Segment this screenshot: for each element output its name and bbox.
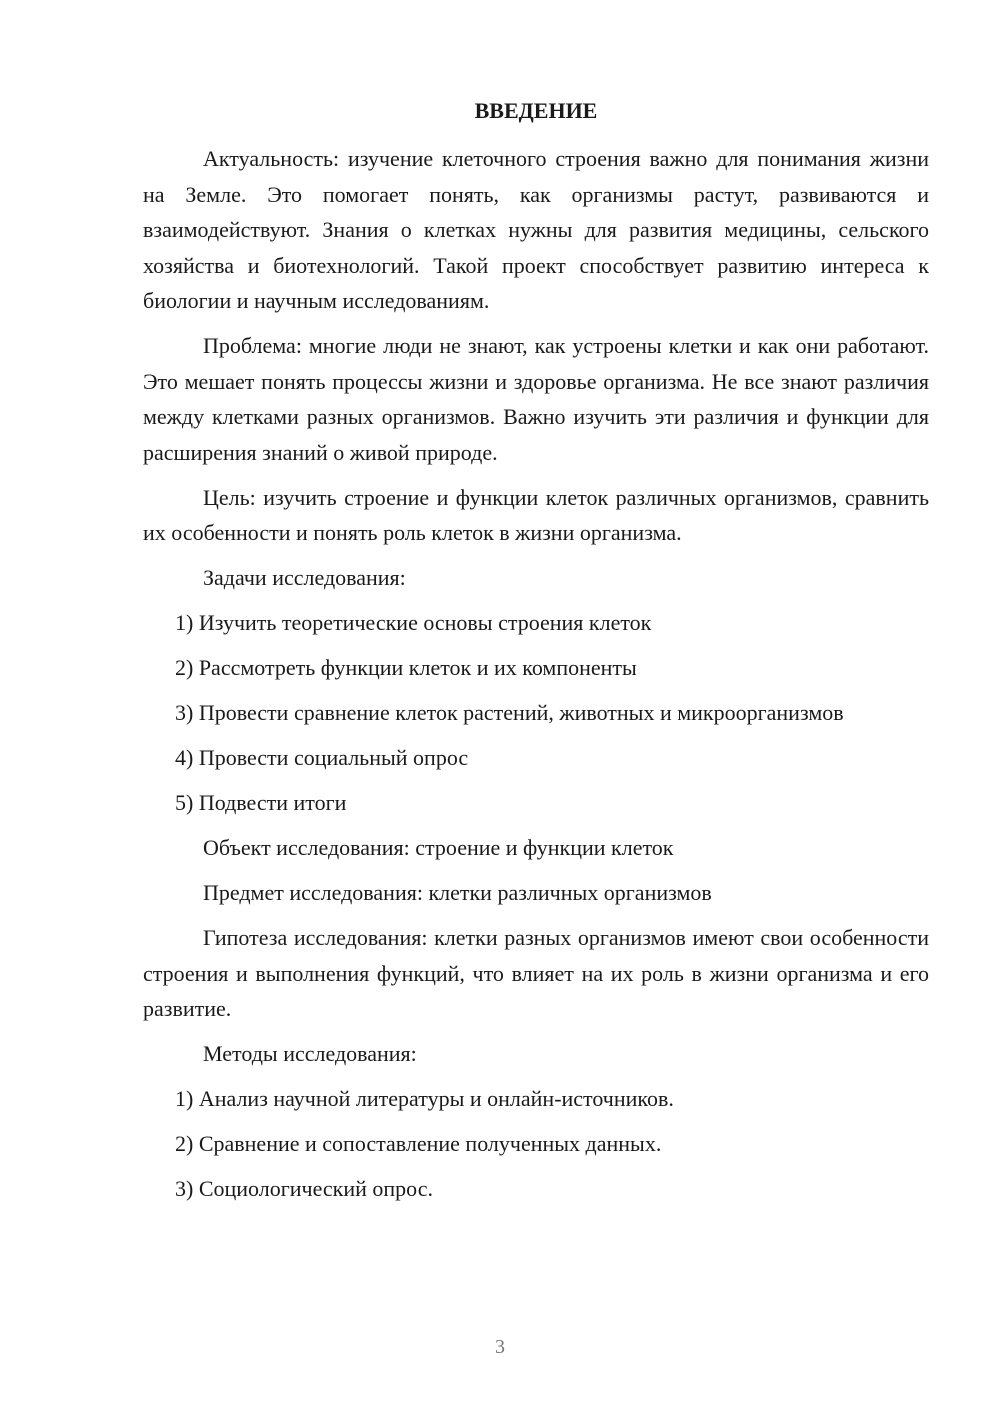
tasks-heading: Задачи исследования:: [203, 565, 406, 590]
subject-paragraph: Предмет исследования: клетки различных организмов: [203, 880, 712, 905]
hypothesis-paragraph: Гипотеза исследования: клетки разных организмов имеют свои особенности строения и выполнения функций, что влияет на их роль в жизни организма и его развитие.: [143, 925, 929, 1021]
problem-paragraph: Проблема: многие люди не знают, как устроены клетки и как они работают. Это мешает понять процессы жизни и здоровье организма. Не все знают различия между клетками разных организмов. Важно изучить эти различия и функции для расширения знаний о живой природе.: [143, 333, 929, 465]
method-item: 3) Социологический опрос.: [175, 1176, 433, 1201]
task-item: 2) Рассмотреть функции клеток и их компоненты: [175, 655, 637, 680]
object-paragraph: Объект исследования: строение и функции клеток: [203, 835, 674, 860]
task-item: 5) Подвести итоги: [175, 790, 347, 815]
page-number: 3: [495, 1336, 505, 1358]
document-body: [143, 141, 929, 1216]
method-item: 2) Сравнение и сопоставление полученных данных.: [175, 1131, 662, 1156]
method-item: 1) Анализ научной литературы и онлайн-источников.: [175, 1086, 674, 1111]
methods-heading: Методы исследования:: [203, 1041, 417, 1066]
relevance-paragraph: Актуальность: изучение клеточного строения важно для понимания жизни на Земле. Это помогает понять, как организмы растут, развиваются и взаимодействуют. Знания о клетках нужны для развития медицины, сельского хозяйства и биотехнологий. Такой проект способствует развитию интереса к биологии и научным исследованиям.: [143, 146, 929, 313]
section-title: ВВЕДЕНИЕ: [474, 98, 598, 123]
goal-paragraph: Цель: изучить строение и функции клеток различных организмов, сравнить их особенности и понять роль клеток в жизни организма.: [143, 484, 929, 545]
task-item: 1) Изучить теоретические основы строения клеток: [175, 610, 652, 635]
task-item: 4) Провести социальный опрос: [175, 745, 469, 770]
task-item: 3) Провести сравнение клеток растений, животных и микроорганизмов: [175, 700, 844, 725]
